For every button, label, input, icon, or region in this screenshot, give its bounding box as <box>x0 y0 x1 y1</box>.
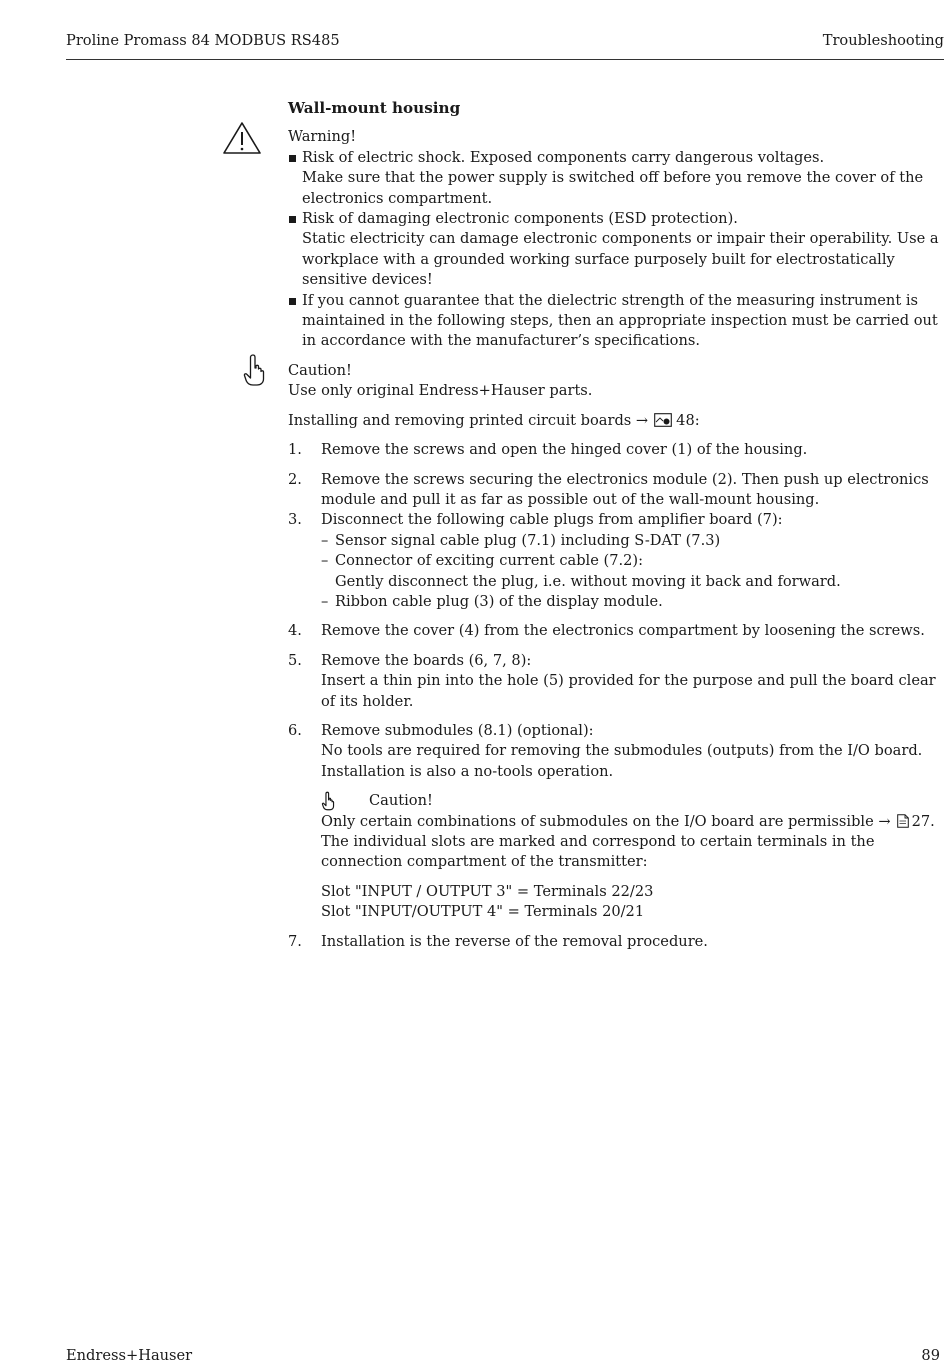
cable-plug-text: Ribbon cable plug (3) of the display module. <box>335 592 663 610</box>
step-text: Remove submodules (8.1) (optional): <box>321 721 594 739</box>
caution-text: Only certain combinations of submodules on the I/O board are permissible → <box>321 812 891 830</box>
step-2 <box>288 470 944 511</box>
step-text: Remove the cover (4) from the electronics compartment by loosening the screws. <box>321 622 925 640</box>
page-number: 89 <box>921 1347 940 1364</box>
step-7 <box>288 932 944 952</box>
caution-label: Caution! <box>288 361 352 379</box>
pointing-hand-icon <box>321 791 335 811</box>
chapter-title: Troubleshooting <box>822 32 944 49</box>
caution-ref: 27. <box>911 812 935 830</box>
step-1 <box>288 440 944 460</box>
warning-label: Warning! <box>288 128 357 146</box>
step-number: 6. <box>288 721 302 739</box>
warning-item <box>288 209 944 291</box>
warning-list <box>288 148 944 352</box>
warning-item <box>288 148 944 209</box>
cable-plug-item <box>321 531 944 551</box>
warning-item-lead: Risk of damaging electronic components (ESD protection). <box>302 210 738 228</box>
slot-line: Slot "INPUT/OUTPUT 4" = Terminals 20/21 <box>321 903 645 921</box>
step-number: 2. <box>288 470 302 488</box>
step-3 <box>288 510 944 612</box>
submodule-caution <box>321 791 944 922</box>
step-text: Remove the boards (6, 7, 8): <box>321 651 532 669</box>
step-number: 5. <box>288 651 302 669</box>
footer-company: Endress+Hauser <box>66 1347 193 1364</box>
caution-line <box>321 812 944 832</box>
step-6 <box>288 721 944 923</box>
step-detail: Insert a thin pin into the hole (5) provided for the purpose and pull the board clear of its holder. <box>321 672 936 710</box>
figure-reference-icon <box>654 413 672 427</box>
warning-note <box>288 127 944 351</box>
header-rule <box>66 59 944 60</box>
warning-item <box>288 291 944 352</box>
intro-text: Installing and removing printed circuit boards → <box>288 411 649 429</box>
step-text: Installation is the reverse of the removal procedure. <box>321 932 708 950</box>
warning-item-lead: Risk of electric shock. Exposed components carry dangerous voltages. <box>302 148 825 166</box>
warning-item-text: Make sure that the power supply is switched off before you remove the cover of the electronics compartment. <box>302 169 924 207</box>
warning-triangle-icon <box>222 121 262 155</box>
caution-label: Caution! <box>369 792 433 810</box>
step-text: Disconnect the following cable plugs from amplifier board (7): <box>321 511 783 529</box>
procedure-steps <box>288 440 944 952</box>
step-number: 1. <box>288 441 302 459</box>
caution-text-2: The individual slots are marked and correspond to certain terminals in the connection compartment of the transmitter: <box>321 833 875 871</box>
cable-plug-text: – Connector of exciting current cable (7.2): <box>335 552 644 570</box>
intro-ref: 48: <box>676 411 700 429</box>
cable-plug-item <box>321 551 944 592</box>
caution-text: Use only original Endress+Hauser parts. <box>288 382 593 400</box>
warning-item-text: Static electricity can damage electronic components or impair their operability. Use a workplace with a grounded working surface purposely built for electrostatically sensitive devices! <box>302 230 939 289</box>
step-detail: No tools are required for removing the submodules (outputs) from the I/O board. Installation is also a no-tools operation. <box>321 742 923 780</box>
page-header <box>66 31 944 53</box>
step-4 <box>288 621 944 641</box>
cable-plug-item <box>321 592 944 612</box>
slot-line: Slot "INPUT / OUTPUT 3" = Terminals 22/23 <box>321 882 654 900</box>
intro-line <box>288 411 944 431</box>
page-reference-icon <box>897 814 909 828</box>
cable-plug-note: Gently disconnect the plug, i.e. without moving it back and forward. <box>335 572 841 590</box>
cable-plug-list <box>321 531 944 613</box>
step-text: Remove the screws securing the electronics module (2). Then push up electronics module and pull it as far as possible out of the wall-mount housing. <box>321 470 929 508</box>
pointing-hand-icon <box>242 353 266 387</box>
step-text: Remove the screws and open the hinged cover (1) of the housing. <box>321 441 808 459</box>
caution-note <box>288 361 944 402</box>
document-title: Proline Promass 84 MODBUS RS485 <box>66 32 340 49</box>
warning-item-lead: If you cannot guarantee that the dielectric strength of the measuring instrument is maintained in the following steps, then an appropriate inspection must be carried out in accordance with the manufacturer’s specifications. <box>302 291 938 350</box>
step-5 <box>288 651 944 712</box>
step-number: 7. <box>288 932 302 950</box>
step-number: 3. <box>288 511 302 529</box>
cable-plug-text: Sensor signal cable plug (7.1) including S-DAT (7.3) <box>335 531 721 549</box>
section-title: Wall-mount housing <box>288 99 461 117</box>
main-content <box>288 98 944 961</box>
step-number: 4. <box>288 622 302 640</box>
